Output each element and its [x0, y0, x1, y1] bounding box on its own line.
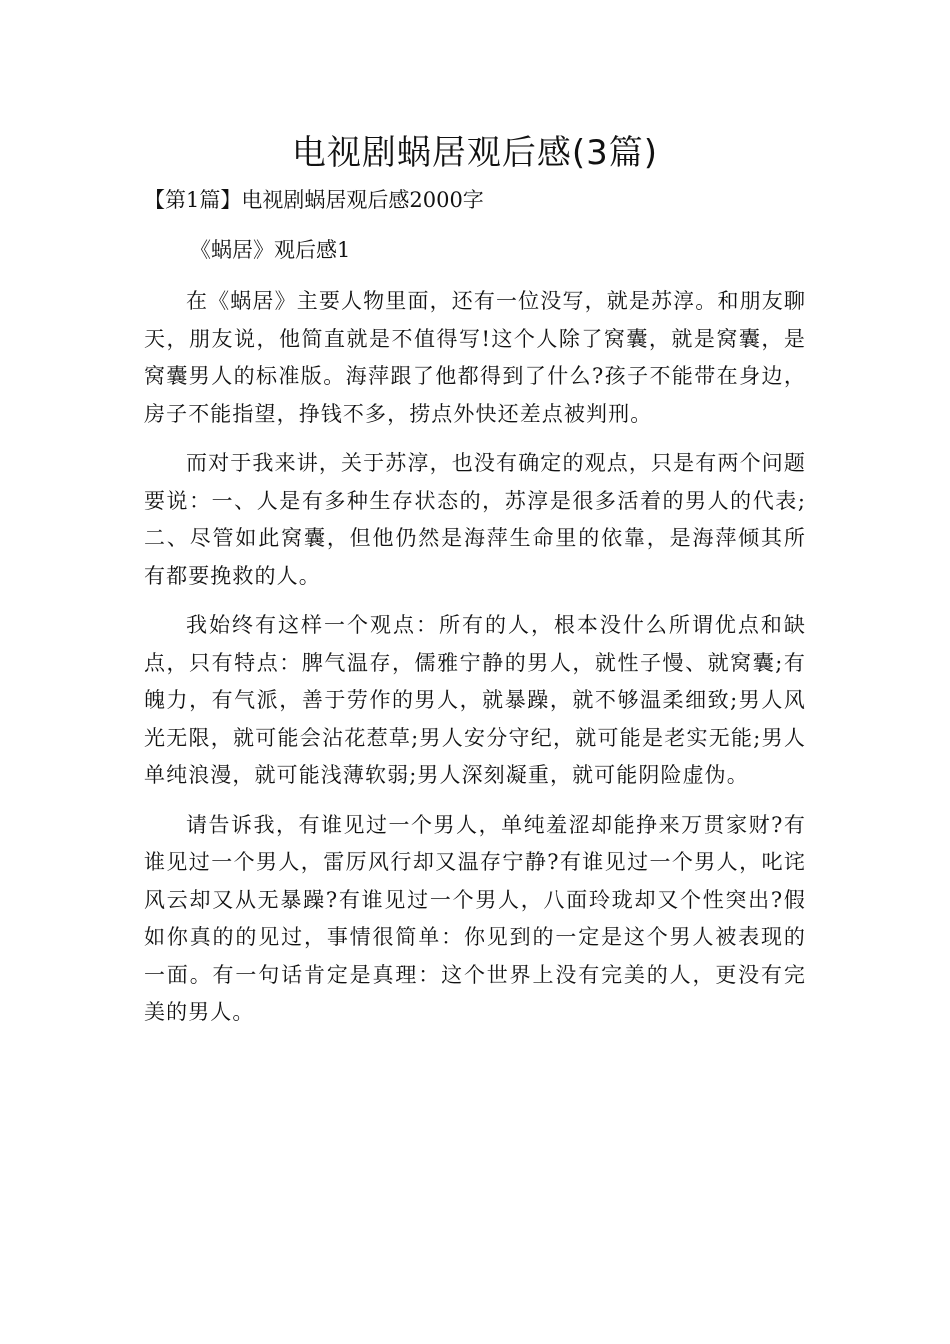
- paragraph-1: 在《蜗居》主要人物里面，还有一位没写，就是苏淳。和朋友聊天，朋友说，他简直就是不值得写!这个人除了窝囊，就是窝囊，是窝囊男人的标准版。海萍跟了他都得到了什么?孩子不能带在身边，房子不能指望，挣钱不多，捞点外快还差点被判刑。: [144, 289, 806, 426]
- body-text: [144, 283, 806, 1032]
- paragraph-2: 而对于我来讲，关于苏淳，也没有确定的观点，只是有两个问题要说：一、人是有多种生存状态的，苏淳是很多活着的男人的代表;二、尽管如此窝囊，但他仍然是海萍生命里的依靠，是海萍倾其所有都要挽救的人。: [144, 451, 806, 588]
- paragraph-4: 请告诉我，有谁见过一个男人，单纯羞涩却能挣来万贯家财?有谁见过一个男人，雷厉风行却又温存宁静?有谁见过一个男人，叱诧风云却又从无暴躁?有谁见过一个男人，八面玲珑却又个性突出?假如你真的的见过，事情很简单：你见到的一定是这个男人被表现的一面。有一句话肯定是真理：这个世界上没有完美的人，更没有完美的男人。: [144, 812, 806, 1024]
- subheading: 《蜗居》观后感1: [190, 238, 351, 262]
- section-heading: 【第1篇】电视剧蜗居观后感2000字: [144, 188, 484, 212]
- paragraph-3: 我始终有这样一个观点：所有的人，根本没什么所谓优点和缺点，只有特点：脾气温存，儒雅宁静的男人，就性子慢、就窝囊;有魄力，有气派，善于劳作的男人，就暴躁，就不够温柔细致;男人风光无限，就可能会沾花惹草;男人安分守纪，就可能是老实无能;男人单纯浪漫，就可能浅薄软弱;男人深刻凝重，就可能阴险虚伪。: [144, 613, 806, 787]
- document-title: 电视剧蜗居观后感(3篇): [291, 133, 659, 173]
